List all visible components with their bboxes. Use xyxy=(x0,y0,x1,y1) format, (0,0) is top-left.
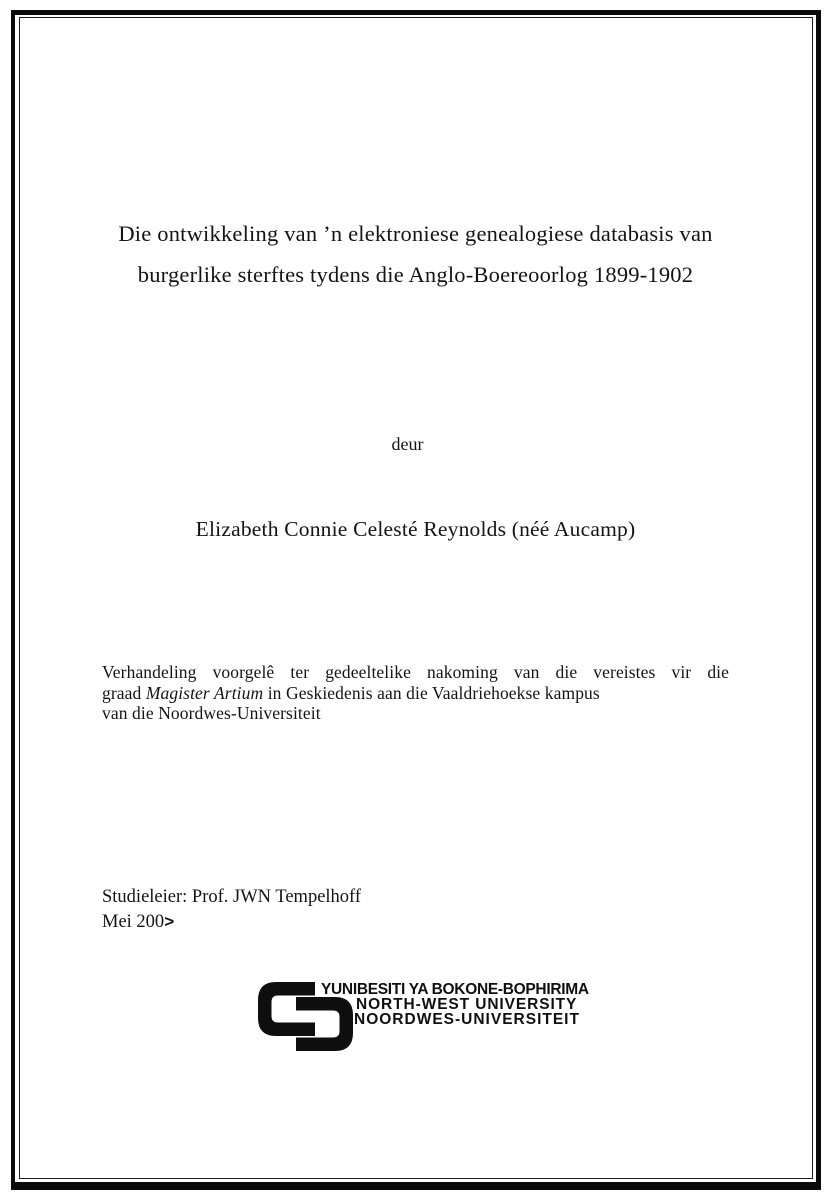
date-line xyxy=(102,912,174,933)
logo-text-english: NORTH-WEST UNIVERSITY xyxy=(356,996,578,1013)
byline: deur xyxy=(391,434,424,454)
statement-line-2-post: in Geskiedenis aan die Vaaldriehoekse kampus xyxy=(263,682,600,703)
logo-text-setswana: YUNIBESITI YA BOKONE-BOPHIRIMA xyxy=(321,981,589,998)
statement-line-1: Verhandeling voorgelê ter gedeeltelike nakoming van die vereistes vir die xyxy=(102,662,729,682)
author-name: Elizabeth Connie Celesté Reynolds (néé Aucamp) xyxy=(195,517,636,541)
thesis-title xyxy=(0,213,831,295)
date-last-digit: > xyxy=(164,912,175,931)
date-text: Mei 200 xyxy=(102,912,165,932)
statement-line-3: van die Noordwes-Universiteit xyxy=(102,703,321,724)
statement-line-2 xyxy=(102,683,729,704)
thesis-title-line-1: Die ontwikkeling van ’n elektroniese genealogiese databasis van xyxy=(118,221,713,246)
statement-line-2-pre: graad xyxy=(102,682,146,703)
thesis-title-line-2: burgerlike sterftes tydens die Anglo-Boereoorlog 1899-1902 xyxy=(137,262,694,287)
degree-name-italic: Magister Artium xyxy=(145,682,264,703)
supervisor-line: Studieleier: Prof. JWN Tempelhoff xyxy=(102,887,362,907)
degree-statement xyxy=(102,662,729,724)
logo-text-afrikaans: NOORDWES-UNIVERSITEIT xyxy=(354,1011,580,1028)
